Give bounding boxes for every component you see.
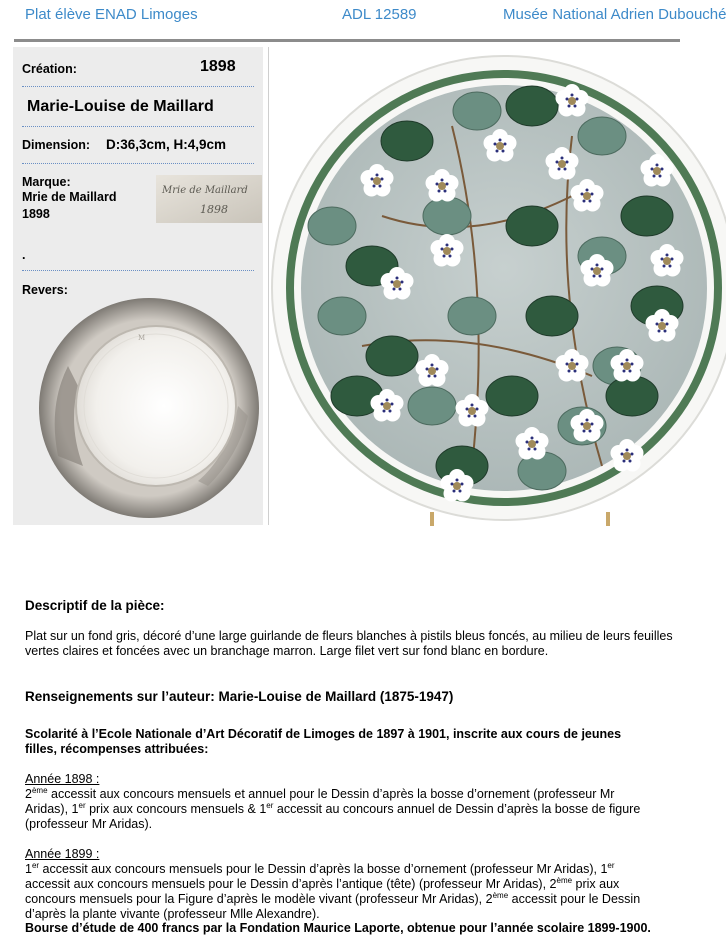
annee-1898-line: 2ème accessit aux concours mensuels et annuel pour le Dessin d’après la bosse d’ornement (professeur Mr — [25, 785, 615, 801]
card-divider — [268, 47, 269, 525]
bourse-line: Bourse d’étude de 400 francs par la Fondation Maurice Laporte, obtenue pour l’année scolaire 1899-1900. — [25, 921, 651, 935]
revers-label: Revers: — [22, 283, 68, 297]
plate-photo — [272, 46, 680, 542]
marque-text: Mrie de Maillard — [22, 190, 117, 204]
dotted-separator — [22, 163, 254, 164]
dot-line: . — [22, 248, 26, 262]
annee-1898-label: Année 1898 : — [25, 772, 100, 786]
descriptif-text-line: Plat sur un fond gris, décoré d’une large guirlande de fleurs blanches à pistils bleus foncés, au milieu de leurs feuilles — [25, 629, 673, 643]
annee-1899-label: Année 1899 : — [25, 847, 100, 861]
annee-1899-line: accessit aux concours mensuels pour le Dessin d’après l’antique (tête) (professeur Mr Aridas), 2ème prix aux — [25, 875, 620, 891]
page-header — [0, 0, 726, 40]
header-rule — [14, 39, 680, 42]
marque-year: 1898 — [22, 207, 50, 221]
creation-label: Création: — [22, 62, 77, 76]
artist-name: Marie-Louise de Maillard — [27, 98, 214, 115]
svg-text:M: M — [138, 334, 146, 342]
signature-mark-photo — [156, 175, 262, 223]
header-inventory-number: ADL 12589 — [342, 6, 417, 23]
header-museum: Musée National Adrien Dubouché — [503, 6, 726, 23]
dotted-separator — [22, 86, 254, 87]
dimension-value: D:36,3cm, H:4,9cm — [106, 137, 227, 152]
marque-label: Marque: — [22, 175, 71, 189]
scolarite-line: filles, récompenses attribuées: — [25, 742, 209, 756]
annee-1899-line: concours mensuels pour la Figure d’après le modèle vivant (professeur Mr Aridas), 2ème accessit pour le Dessin — [25, 890, 641, 906]
header-title: Plat élève ENAD Limoges — [25, 6, 198, 23]
descriptif-heading: Descriptif de la pièce: — [25, 598, 165, 613]
mark-inscription-year: 1898 — [200, 203, 228, 216]
mark-inscription: Mrie de Maillard — [162, 185, 248, 196]
dotted-separator — [22, 270, 254, 271]
auteur-heading: Renseignements sur l’auteur: Marie-Louise de Maillard (1875-1947) — [25, 689, 454, 704]
annee-1899-line: d’après la plante vivante (professeur Mlle Alexandre). — [25, 907, 320, 921]
annee-1898-line: (professeur Mr Aridas). — [25, 817, 153, 831]
dimension-label: Dimension: — [22, 138, 91, 152]
annee-1899-line: 1er accessit aux concours mensuels pour le Dessin d’après la bosse d’ornement (professeur Mr Aridas), 1er — [25, 860, 615, 876]
creation-year: 1898 — [200, 58, 236, 75]
descriptif-text-line: vertes claires et foncées avec un branchage marron. Large filet vert sur fond blanc en bordure. — [25, 644, 549, 658]
annee-1898-line: Aridas), 1er prix aux concours mensuels & 1er accessit au concours annuel de Dessin d’après la bosse de figure — [25, 800, 641, 816]
dotted-separator — [22, 126, 254, 127]
revers-photo — [38, 296, 260, 520]
scolarite-line: Scolarité à l’Ecole Nationale d’Art Décoratif de Limoges de 1897 à 1901, inscrite aux cours de jeunes — [25, 727, 622, 741]
